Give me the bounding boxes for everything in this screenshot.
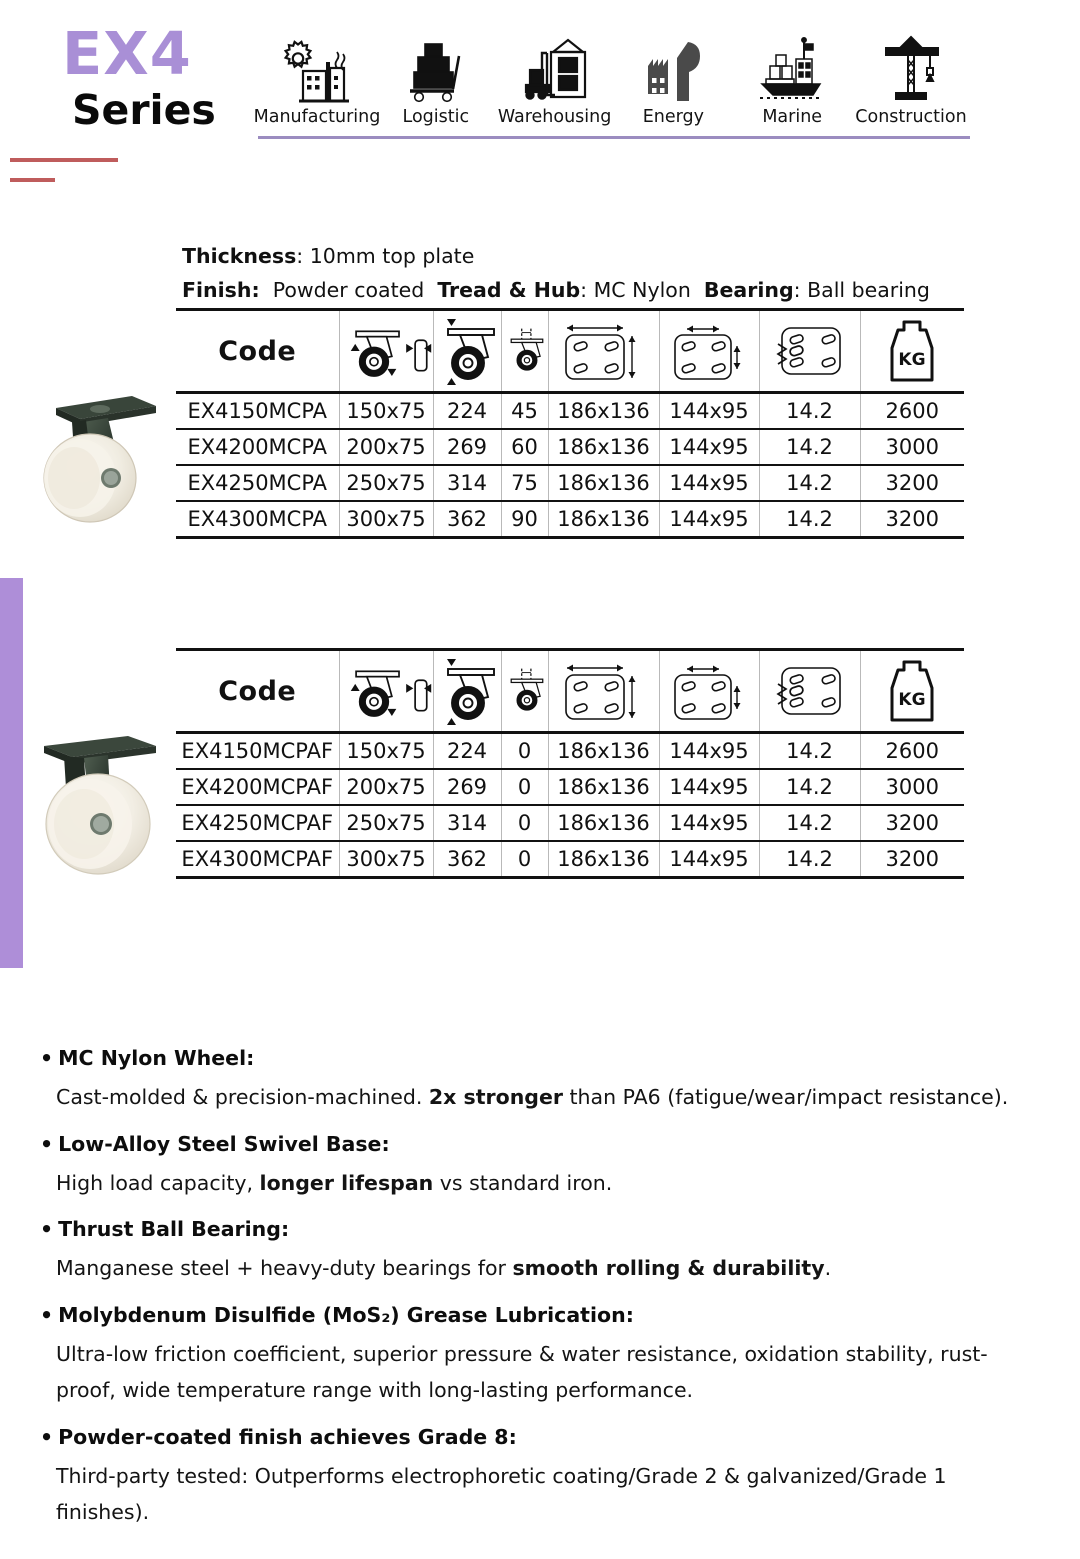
feature-body	[56, 1165, 1040, 1201]
cell-plate-size: 186x136	[548, 841, 659, 878]
cell-load-capacity: 3200	[860, 501, 964, 538]
table-body	[176, 393, 964, 538]
cell-overall-height: 224	[433, 393, 501, 430]
cell-code: EX4150MCPAF	[176, 733, 339, 770]
column-header-swivel-offset	[501, 650, 548, 733]
cell-code: EX4250MCPAF	[176, 805, 339, 841]
industry-label: Marine	[762, 107, 823, 127]
bolt-hole-spacing-icon	[660, 653, 759, 729]
brand-subtitle: Series	[72, 86, 216, 134]
cell-hole-diameter: 14.2	[759, 465, 860, 501]
cell-bolt-spacing: 144x95	[659, 501, 759, 538]
feature-body	[56, 1458, 1040, 1531]
column-header-bolt-hole-diameter	[759, 650, 860, 733]
bullet-dot-icon: •	[40, 1046, 54, 1070]
column-header-load-capacity	[860, 650, 964, 733]
cell-code: EX4300MCPA	[176, 501, 339, 538]
cell-code: EX4200MCPAF	[176, 769, 339, 805]
table-row	[176, 429, 964, 465]
feature-body	[56, 1250, 1040, 1286]
table-row	[176, 805, 964, 841]
feature-body-part: Cast-molded & precision-machined.	[56, 1085, 429, 1110]
cell-plate-size: 186x136	[548, 769, 659, 805]
column-header-load-capacity	[860, 310, 964, 393]
feature-body	[56, 1079, 1040, 1115]
feature-heading-suffix: :	[280, 1217, 290, 1242]
cell-code: EX4150MCPA	[176, 393, 339, 430]
cell-bolt-spacing: 144x95	[659, 465, 759, 501]
spec-bearing-label: Bearing	[703, 277, 794, 302]
cell-bolt-spacing: 144x95	[659, 393, 759, 430]
industry-item-warehousing	[496, 30, 614, 127]
wheel-diameter-width-icon	[340, 313, 433, 389]
cell-hole-diameter: 14.2	[759, 805, 860, 841]
feature-heading-suffix: :	[381, 1131, 390, 1156]
industry-item-manufacturing	[253, 30, 381, 127]
cell-overall-height: 362	[433, 841, 501, 878]
bolt-hole-diameter-icon	[760, 313, 860, 389]
cell-wheel-size: 300x75	[339, 841, 433, 878]
cell-plate-size: 186x136	[548, 393, 659, 430]
feature-heading	[40, 1301, 1040, 1330]
cell-load-capacity: 3200	[860, 841, 964, 878]
spec-tread-value: MC Nylon	[593, 277, 691, 302]
feature-body-part: Ultra-low friction coefficient, superior pressure & water resistance, oxidation stability, rust-proof, wide temperature range with long-lasting performance.	[56, 1341, 988, 1403]
cell-overall-height: 269	[433, 769, 501, 805]
cell-load-capacity: 3200	[860, 465, 964, 501]
load-capacity-kg-icon	[861, 313, 965, 389]
feature-heading-suffix: :	[508, 1424, 517, 1449]
industry-label: Warehousing	[497, 107, 612, 127]
cell-bolt-spacing: 144x95	[659, 841, 759, 878]
cell-bolt-spacing: 144x95	[659, 429, 759, 465]
wheel-diameter-width-icon	[340, 653, 433, 729]
industry-item-energy	[614, 30, 732, 127]
table-row	[176, 465, 964, 501]
brand-block	[62, 19, 262, 134]
brand-rule-short	[10, 178, 55, 182]
cell-wheel-size: 250x75	[339, 465, 433, 501]
cell-wheel-size: 300x75	[339, 501, 433, 538]
spec-thickness-label: Thickness	[182, 244, 297, 268]
column-header-bolt-hole-diameter	[759, 310, 860, 393]
svg-text:KG: KG	[898, 350, 926, 370]
overall-height-icon	[434, 313, 501, 389]
column-header-wheel-size	[339, 650, 433, 733]
cell-load-capacity: 3000	[860, 769, 964, 805]
feature-body-part: Manganese steel + heavy-duty bearings for	[56, 1256, 513, 1281]
cell-hole-diameter: 14.2	[759, 769, 860, 805]
cell-wheel-size: 250x75	[339, 805, 433, 841]
column-header-top-plate-size	[548, 650, 659, 733]
cell-wheel-size: 200x75	[339, 429, 433, 465]
top-plate-size-icon	[549, 313, 659, 389]
spec-finish-value: Powder coated	[272, 277, 425, 302]
table-header-row	[176, 310, 964, 393]
cell-overall-height: 362	[433, 501, 501, 538]
swivel-spec-table	[176, 308, 964, 539]
column-header-top-plate-size	[548, 310, 659, 393]
feature-body-part: than PA6 (fatigue/wear/impact resistance).	[562, 1085, 1009, 1110]
industry-item-logistic	[377, 30, 495, 127]
factory-gear-icon	[281, 30, 353, 104]
bullet-dot-icon: •	[40, 1217, 54, 1242]
cell-hole-diameter: 14.2	[759, 841, 860, 878]
cell-plate-size: 186x136	[548, 465, 659, 501]
cell-plate-size: 186x136	[548, 733, 659, 770]
spec-line-thickness: Thickness: 10mm top plate	[182, 244, 475, 268]
purple-side-accent-bar	[0, 578, 23, 968]
feature-heading-text: Low-Alloy Steel Swivel Base	[58, 1131, 382, 1156]
cell-hole-diameter: 14.2	[759, 501, 860, 538]
spec-finish-label: Finish:	[182, 277, 260, 302]
industry-label: Construction	[855, 107, 967, 127]
column-header-bolt-hole-spacing	[659, 310, 759, 393]
feature-body-part: High load capacity,	[56, 1170, 260, 1195]
feature-heading	[40, 1215, 1040, 1244]
cell-wheel-size: 150x75	[339, 393, 433, 430]
feature-heading	[40, 1423, 1040, 1452]
table-row	[176, 393, 964, 430]
swivel-offset-icon	[502, 653, 548, 729]
cell-swivel-offset: 75	[501, 465, 548, 501]
page-header	[0, 0, 1080, 200]
cell-hole-diameter: 14.2	[759, 733, 860, 770]
cell-load-capacity: 2600	[860, 733, 964, 770]
cell-wheel-size: 200x75	[339, 769, 433, 805]
feature-body-part-bold: longer lifespan	[259, 1170, 434, 1195]
cell-plate-size: 186x136	[548, 501, 659, 538]
column-header-bolt-hole-spacing	[659, 650, 759, 733]
swivel-caster-photo	[28, 378, 180, 538]
spec-thickness-value: 10mm top plate	[309, 244, 475, 268]
svg-text:KG: KG	[898, 690, 926, 710]
features-list	[40, 1044, 1040, 1531]
swivel-offset-icon	[502, 313, 548, 389]
feature-heading-suffix: :	[625, 1302, 634, 1327]
cell-load-capacity: 3200	[860, 805, 964, 841]
cell-code: EX4250MCPA	[176, 465, 339, 501]
power-plant-icon	[640, 30, 706, 104]
feature-heading-suffix: :	[246, 1046, 255, 1070]
column-header-wheel-size	[339, 310, 433, 393]
feature-heading-text: Powder-coated finish achieves Grade 8	[58, 1424, 509, 1449]
cell-bolt-spacing: 144x95	[659, 805, 759, 841]
feature-body-part: vs standard iron.	[433, 1170, 613, 1195]
cargo-ship-icon	[756, 30, 828, 104]
spec-tread-label: Tread & Hub	[437, 277, 581, 302]
cell-overall-height: 314	[433, 465, 501, 501]
industry-item-construction	[852, 30, 970, 127]
cell-plate-size: 186x136	[548, 429, 659, 465]
feature-body	[56, 1336, 1040, 1409]
fixed-spec-table	[176, 648, 964, 879]
industry-label: Logistic	[402, 107, 470, 127]
bullet-dot-icon: •	[40, 1302, 54, 1327]
spec-notes	[182, 240, 982, 308]
overall-height-icon	[434, 653, 501, 729]
tower-crane-icon	[878, 30, 944, 104]
table-row	[176, 769, 964, 805]
cell-wheel-size: 150x75	[339, 733, 433, 770]
column-header-overall-height	[433, 650, 501, 733]
feature-body-part-bold: 2x stronger	[428, 1085, 563, 1110]
brand-name: EX4	[62, 19, 192, 88]
cell-hole-diameter: 14.2	[759, 429, 860, 465]
feature-heading	[40, 1044, 1040, 1073]
cell-bolt-spacing: 144x95	[659, 733, 759, 770]
forklift-warehouse-icon	[517, 30, 593, 104]
spec-bearing-value: Ball bearing	[807, 277, 930, 302]
table-row	[176, 501, 964, 538]
fixed-caster-photo	[32, 722, 184, 882]
bolt-hole-spacing-icon	[660, 313, 759, 389]
column-header-overall-height	[433, 310, 501, 393]
feature-heading-text: Thrust Ball Bearing	[58, 1217, 281, 1242]
feature-body-part-bold: smooth rolling & durability	[512, 1256, 825, 1281]
cell-bolt-spacing: 144x95	[659, 769, 759, 805]
feature-body-part: Third-party tested: Outperforms electrophoretic coating/Grade 2 & galvanized/Grade 1 finishes).	[56, 1463, 947, 1525]
cell-swivel-offset: 45	[501, 393, 548, 430]
bullet-dot-icon: •	[40, 1131, 54, 1156]
column-header-code: Code	[176, 650, 339, 733]
feature-heading-text: Molybdenum Disulfide (MoS₂) Grease Lubrication	[58, 1302, 626, 1327]
load-capacity-kg-icon	[861, 653, 965, 729]
cell-code: EX4200MCPA	[176, 429, 339, 465]
industry-label: Energy	[642, 107, 705, 127]
table-header-row	[176, 650, 964, 733]
industry-label: Manufacturing	[253, 107, 381, 127]
industry-item-marine	[733, 30, 851, 127]
feature-body-part: .	[824, 1256, 832, 1281]
table-body	[176, 733, 964, 878]
spec-line-finish: Finish: Powder coated Tread & Hub: MC Nylon Bearing: Ball bearing	[182, 277, 930, 302]
industry-icon-strip	[253, 30, 970, 127]
cell-overall-height: 269	[433, 429, 501, 465]
cell-overall-height: 224	[433, 733, 501, 770]
feature-heading	[40, 1130, 1040, 1159]
hand-truck-icon	[405, 30, 467, 104]
bullet-dot-icon: •	[40, 1424, 54, 1449]
brand-rule-long	[10, 158, 118, 162]
cell-overall-height: 314	[433, 805, 501, 841]
cell-swivel-offset: 0	[501, 769, 548, 805]
feature-heading-text: MC Nylon Wheel	[58, 1046, 247, 1070]
cell-swivel-offset: 0	[501, 841, 548, 878]
column-header-code: Code	[176, 310, 339, 393]
cell-swivel-offset: 90	[501, 501, 548, 538]
cell-load-capacity: 3000	[860, 429, 964, 465]
cell-code: EX4300MCPAF	[176, 841, 339, 878]
cell-plate-size: 186x136	[548, 805, 659, 841]
bolt-hole-diameter-icon	[760, 653, 860, 729]
top-plate-size-icon	[549, 653, 659, 729]
table-row	[176, 733, 964, 770]
table-row	[176, 841, 964, 878]
cell-load-capacity: 2600	[860, 393, 964, 430]
cell-swivel-offset: 0	[501, 733, 548, 770]
column-header-swivel-offset	[501, 310, 548, 393]
cell-swivel-offset: 60	[501, 429, 548, 465]
header-divider	[258, 136, 970, 139]
cell-hole-diameter: 14.2	[759, 393, 860, 430]
cell-swivel-offset: 0	[501, 805, 548, 841]
